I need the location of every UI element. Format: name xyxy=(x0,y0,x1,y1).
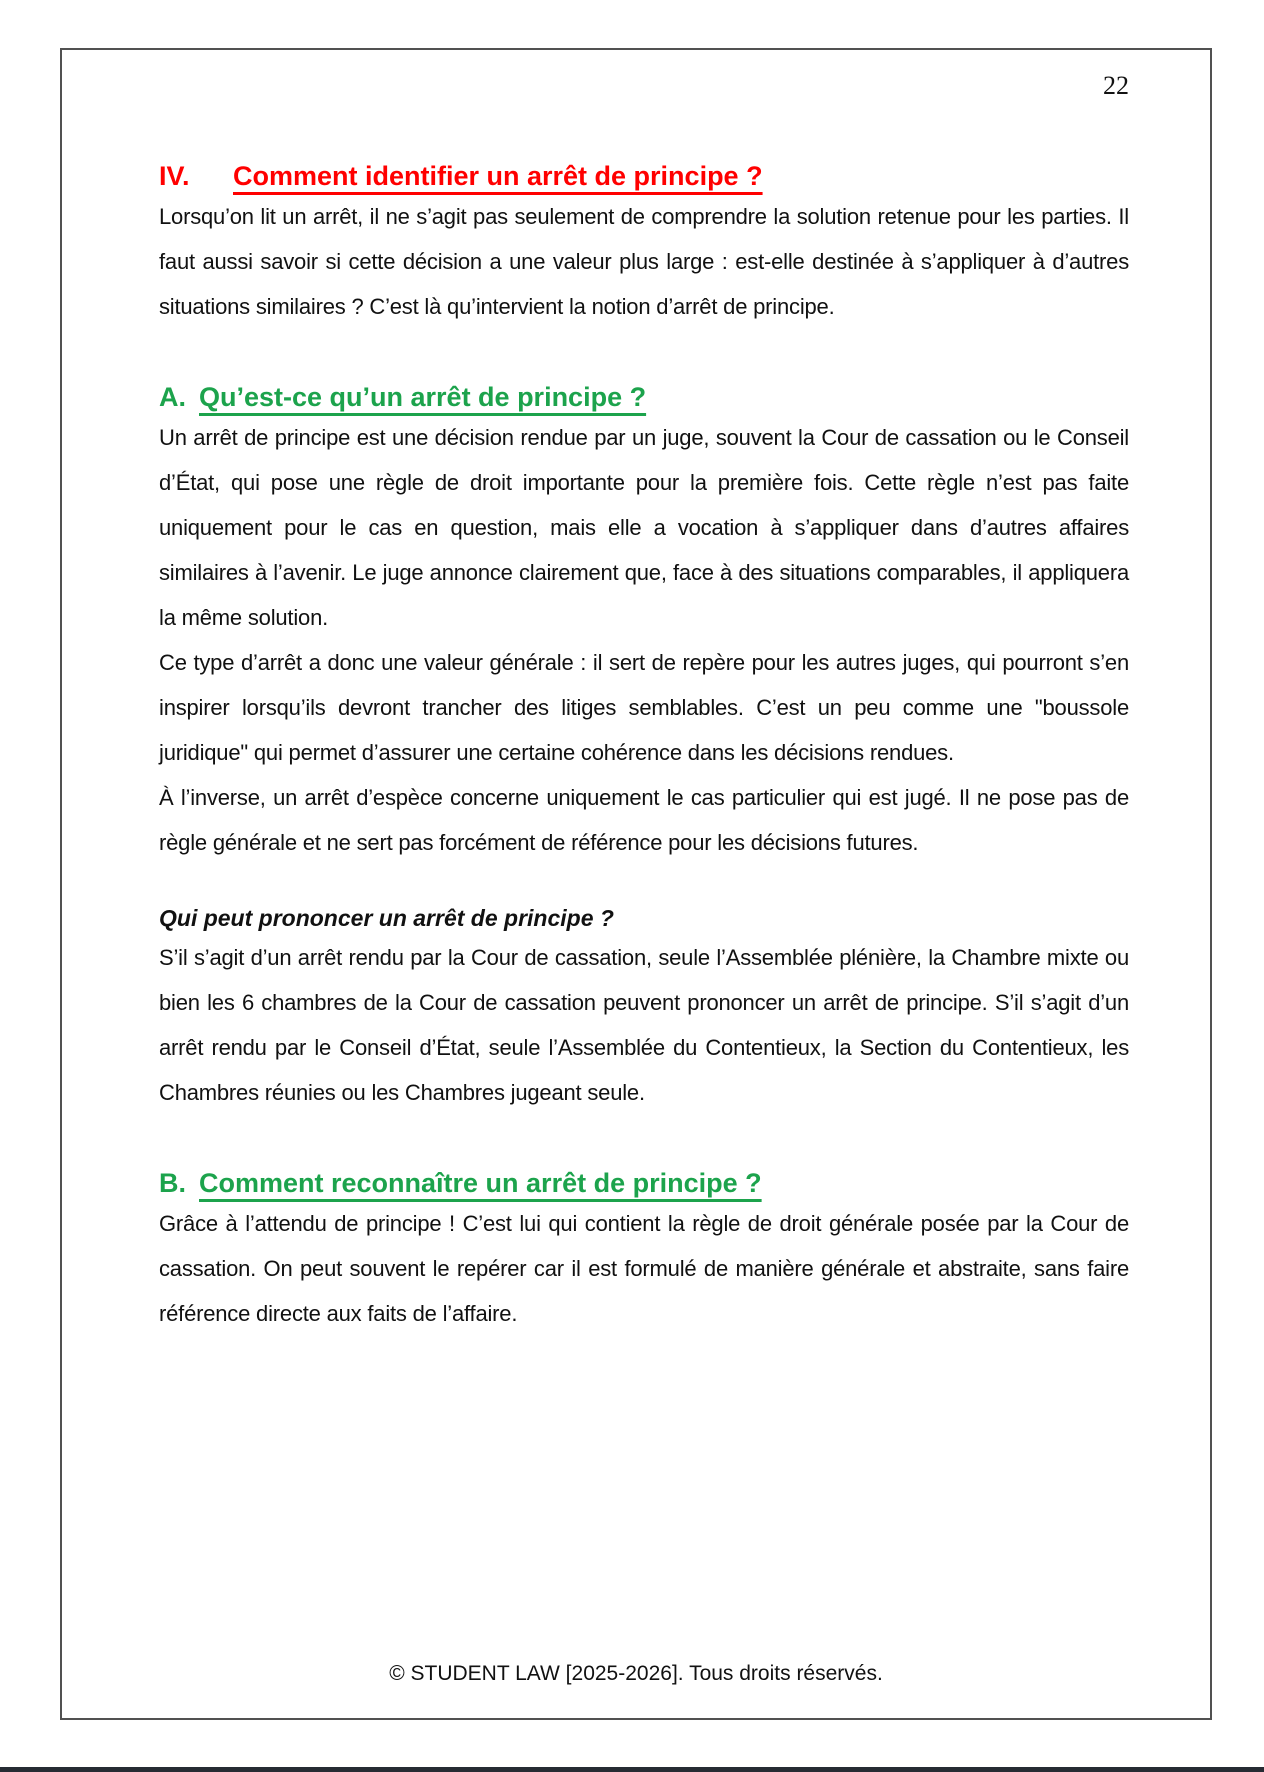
page-number: 22 xyxy=(1103,71,1129,100)
section-iv-number: IV. xyxy=(159,161,190,191)
section-iv-title: Comment identifier un arrêt de principe ? xyxy=(233,161,763,191)
section-iv-heading xyxy=(159,158,1129,194)
section-b-heading xyxy=(159,1165,1129,1201)
section-a-paragraph-3: À l’inverse, un arrêt d’espèce concerne uniquement le cas particulier qui est jugé. Il ne pose pas de règle générale et ne sert pas forcément de référence pour les décisions futures. xyxy=(159,785,1129,855)
section-b-number: B. xyxy=(159,1168,186,1198)
page-bottom-edge xyxy=(0,1767,1264,1772)
section-iv-intro-paragraph: Lorsqu’on lit un arrêt, il ne s’agit pas seulement de comprendre la solution retenue pour les parties. Il faut aussi savoir si cette décision a une valeur plus large : est-elle destinée à s’appliquer à d’autres situations similaires ? C’est là qu’intervient la notion d’arrêt de principe. xyxy=(159,204,1129,319)
section-a-heading xyxy=(159,379,1129,415)
copyright-footer: © STUDENT LAW [2025-2026]. Tous droits réservés. xyxy=(389,1662,883,1685)
section-a-subquestion: Qui peut prononcer un arrêt de principe ? xyxy=(159,905,614,931)
page-content xyxy=(62,50,1210,1336)
section-a-paragraph-1: Un arrêt de principe est une décision rendue par un juge, souvent la Cour de cassation ou le Conseil d’État, qui pose une règle de droit importante pour la première fois. Cette règle n’est pas faite uniquement pour le cas en question, mais elle a vocation à s’appliquer dans d’autres affaires similaires à l’avenir. Le juge annonce clairement que, face à des situations comparables, il appliquera la même solution. xyxy=(159,425,1129,630)
section-b-title: Comment reconnaître un arrêt de principe ? xyxy=(199,1168,762,1198)
section-a-paragraph-2: Ce type d’arrêt a donc une valeur générale : il sert de repère pour les autres juges, qui pourront s’en inspirer lorsqu’ils devront trancher des litiges semblables. C’est un peu comme une "boussole juridique" qui permet d’assurer une certaine cohérence dans les décisions rendues. xyxy=(159,650,1129,765)
section-a-paragraph-4: S’il s’agit d’un arrêt rendu par la Cour de cassation, seule l’Assemblée plénière, la Chambre mixte ou bien les 6 chambres de la Cour de cassation peuvent prononcer un arrêt de principe. S’il s’agit d’un arrêt rendu par le Conseil d’État, seule l’Assemblée du Contentieux, la Section du Contentieux, les Chambres réunies ou les Chambres jugeant seule. xyxy=(159,945,1129,1105)
page-border-frame xyxy=(60,48,1212,1720)
section-a-title: Qu’est-ce qu’un arrêt de principe ? xyxy=(199,382,647,412)
section-a-number: A. xyxy=(159,382,186,412)
section-b-paragraph-1: Grâce à l’attendu de principe ! C’est lui qui contient la règle de droit générale posée par la Cour de cassation. On peut souvent le repérer car il est formulé de manière générale et abstraite, sans faire référence directe aux faits de l’affaire. xyxy=(159,1211,1129,1326)
